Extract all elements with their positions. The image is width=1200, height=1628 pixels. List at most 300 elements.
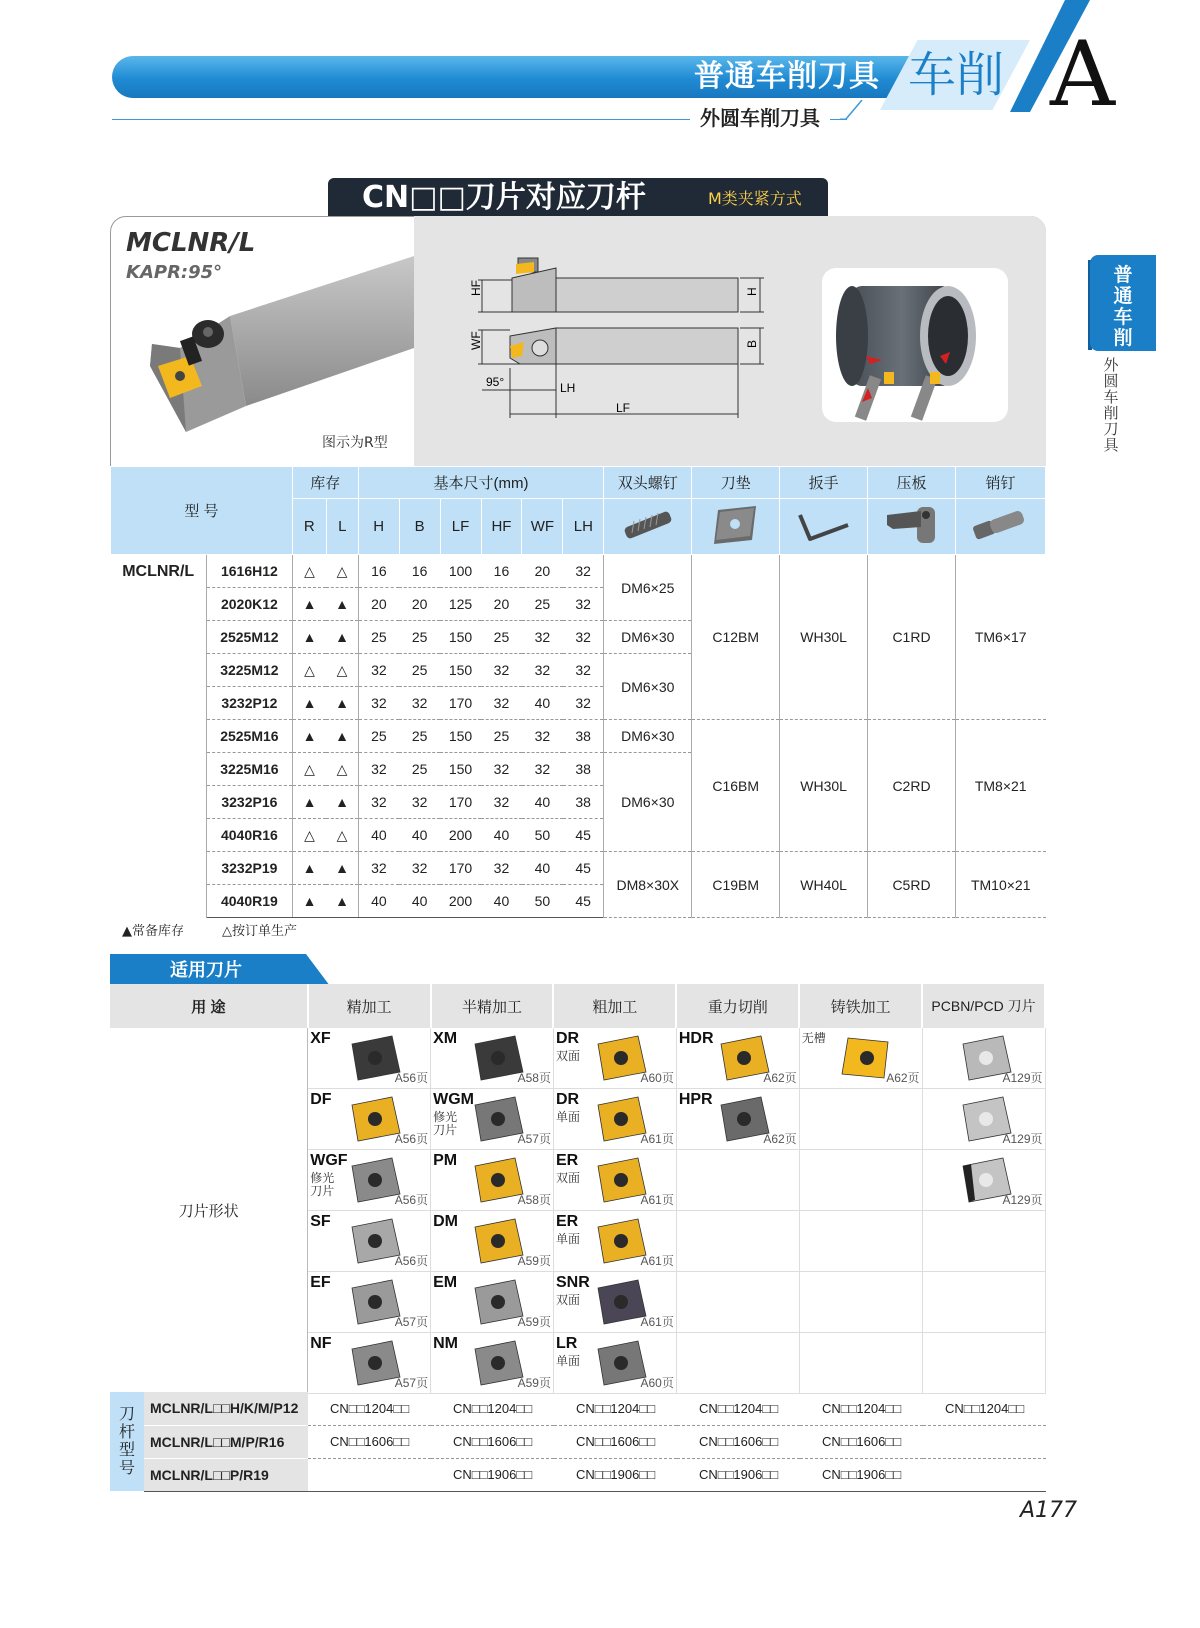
insert-image (588, 1278, 650, 1328)
insert-image (588, 1034, 650, 1084)
insert-spec (923, 1425, 1046, 1458)
dim-h: 32 (358, 753, 399, 786)
insert-spec: CN□□1606□□ (800, 1425, 923, 1458)
dim-hf: 40 (481, 819, 522, 852)
insert-note: 修光刀片 (310, 1171, 335, 1198)
spec-row (111, 720, 1046, 753)
insert-cell[interactable] (308, 1089, 431, 1150)
insert-cell (799, 1333, 922, 1394)
dim-h-label: H (745, 287, 759, 296)
pin-value: TM8×21 (955, 720, 1045, 852)
insert-note: 双面 (555, 1049, 580, 1063)
screw-value: DM6×30 (604, 654, 692, 720)
dim-hf: 32 (481, 687, 522, 720)
insert-page-ref[interactable]: A56页 (394, 1071, 429, 1085)
insert-page-ref[interactable]: A62页 (763, 1132, 797, 1146)
pin-value: TM10×21 (955, 852, 1045, 918)
dim-lh: 32 (563, 687, 604, 720)
insert-page-ref[interactable]: A58页 (517, 1193, 551, 1207)
insert-spec: CN□□1906□□ (800, 1458, 923, 1491)
stock-l: △ (326, 555, 358, 588)
stock-r: ▲ (292, 588, 326, 621)
insert-cell[interactable] (676, 1089, 799, 1150)
dim-hf: 25 (481, 720, 522, 753)
holder-code: 1616H12 (206, 555, 292, 588)
dim-h: 32 (358, 852, 399, 885)
dim-lh: 32 (563, 654, 604, 687)
insert-image (342, 1156, 404, 1206)
screw-value: DM6×30 (604, 720, 692, 753)
dim-lf: 170 (440, 687, 481, 720)
stock-r: △ (292, 753, 326, 786)
insert-image (711, 1095, 773, 1145)
insert-page-ref[interactable]: A58页 (517, 1071, 551, 1085)
dim-h: 32 (358, 654, 399, 687)
dim-hf: 32 (481, 654, 522, 687)
dim-lf: 170 (440, 852, 481, 885)
holder-series: MCLNR/L□□P/R19 (144, 1458, 308, 1491)
dim-wf-label: WF (469, 331, 483, 350)
insert-image (588, 1339, 650, 1389)
insert-image (588, 1095, 650, 1145)
insert-col-castiron: 铸铁加工 (799, 984, 922, 1028)
insert-spec: CN□□1606□□ (308, 1425, 431, 1458)
insert-cell (922, 1333, 1045, 1394)
insert-code: HDR (678, 1030, 714, 1047)
insert-page-ref[interactable]: A56页 (394, 1132, 429, 1146)
product-kapr: KAPR:95° (126, 262, 223, 283)
insert-cell[interactable] (308, 1272, 431, 1333)
dim-hf: 16 (481, 555, 522, 588)
dim-b: 25 (399, 720, 440, 753)
holder-code: 3232P12 (206, 687, 292, 720)
insert-col-pcbn: PCBN/PCD 刀片 (922, 984, 1045, 1028)
dim-lh: 45 (563, 885, 604, 918)
holder-insert-map (110, 1392, 1046, 1492)
col-stock: 库存 (292, 467, 358, 499)
insert-code: DM (433, 1213, 458, 1230)
dim-wf: 40 (522, 687, 563, 720)
insert-code: EM (433, 1274, 458, 1291)
pin-value: TM6×17 (955, 555, 1045, 720)
dim-lf: 125 (440, 588, 481, 621)
section-letter: A (1050, 22, 1115, 127)
dim-wf: 25 (522, 588, 563, 621)
insert-spec: CN□□1906□□ (677, 1458, 800, 1491)
dim-h: 32 (358, 786, 399, 819)
insert-code: PM (433, 1152, 458, 1169)
insert-page-ref[interactable]: A57页 (394, 1315, 429, 1329)
side-tab-sub: 外 圆 车 削 刀 具 (1103, 356, 1119, 454)
dim-lh: 38 (563, 720, 604, 753)
insert-image (342, 1339, 404, 1389)
insert-image (465, 1156, 527, 1206)
stock-r: ▲ (292, 621, 326, 654)
insert-image (953, 1095, 1015, 1145)
insert-image (342, 1095, 404, 1145)
clamp-value: C1RD (868, 555, 956, 720)
holder-code: 3232P16 (206, 786, 292, 819)
dim-hf: 32 (481, 753, 522, 786)
dim-lh: 32 (563, 555, 604, 588)
insert-note: 单面 (555, 1232, 580, 1246)
dim-b: 20 (399, 588, 440, 621)
holder-code: 2525M12 (206, 621, 292, 654)
dim-wf: 50 (522, 819, 563, 852)
insert-col-rough: 粗加工 (553, 984, 676, 1028)
page-number: A177 (1020, 1498, 1078, 1523)
insert-tab-label: 适用刀片 (170, 960, 242, 981)
insert-code: XF (310, 1030, 331, 1047)
insert-spec: CN□□1204□□ (677, 1392, 800, 1425)
col-hf: HF (481, 499, 522, 555)
insert-cell (676, 1272, 799, 1333)
dim-lh: 45 (563, 819, 604, 852)
insert-image (465, 1278, 527, 1328)
section-title: CN□□刀片对应刀杆 (362, 180, 646, 215)
shim-icon (692, 499, 780, 555)
dim-b: 25 (399, 654, 440, 687)
screw-value: DM6×30 (604, 753, 692, 852)
insert-cell[interactable] (553, 1150, 676, 1211)
insert-spec: CN□□1204□□ (923, 1392, 1046, 1425)
insert-cell[interactable] (431, 1028, 554, 1089)
wrench-icon (780, 499, 868, 555)
shim-value: C16BM (692, 720, 780, 852)
insert-page-ref[interactable]: A61页 (640, 1254, 674, 1268)
holder-code: 3232P19 (206, 852, 292, 885)
spec-row (111, 555, 1046, 588)
holder-map-label: 刀 杆 型 号 (110, 1392, 144, 1491)
legend-stock: ▲常备库存 (122, 924, 184, 939)
dim-lh: 45 (563, 852, 604, 885)
insert-image (953, 1034, 1015, 1084)
insert-note: 无槽 (801, 1031, 826, 1045)
col-lf: LF (440, 499, 481, 555)
header-subtitle: 外圆车削刀具 (690, 103, 830, 133)
insert-cell (799, 1272, 922, 1333)
insert-note: 双面 (555, 1293, 580, 1307)
insert-page-ref[interactable]: A61页 (640, 1315, 674, 1329)
insert-code: WGF (310, 1152, 348, 1169)
insert-image (465, 1034, 527, 1084)
dim-b: 40 (399, 885, 440, 918)
insert-page-ref[interactable]: A62页 (763, 1071, 797, 1085)
dim-lf: 200 (440, 819, 481, 852)
machining-photo (822, 268, 1008, 422)
dim-b: 32 (399, 852, 440, 885)
insert-cell[interactable] (553, 1333, 676, 1394)
stock-l: △ (326, 654, 358, 687)
wrench-value: WH30L (780, 555, 868, 720)
insert-code: DF (310, 1091, 332, 1108)
insert-spec: CN□□1906□□ (431, 1458, 554, 1491)
insert-row (110, 1028, 1045, 1089)
insert-page-ref[interactable]: A56页 (394, 1193, 429, 1207)
toolholder-illustration (150, 256, 414, 434)
insert-page-ref[interactable]: A61页 (640, 1132, 674, 1146)
col-shim: 刀垫 (692, 467, 780, 499)
dim-wf: 50 (522, 885, 563, 918)
insert-code: ER (555, 1213, 579, 1230)
insert-code: ER (555, 1152, 579, 1169)
col-l: L (326, 499, 358, 555)
insert-col-use: 用 途 (110, 984, 308, 1028)
stock-r: ▲ (292, 852, 326, 885)
insert-shape-label: 刀片形状 (110, 1028, 308, 1394)
insert-spec (923, 1458, 1046, 1491)
insert-table (110, 984, 1046, 1394)
shim-value: C19BM (692, 852, 780, 918)
holder-code: 4040R16 (206, 819, 292, 852)
insert-cell (922, 1272, 1045, 1333)
insert-cell[interactable] (431, 1211, 554, 1272)
insert-code: LR (555, 1335, 578, 1352)
insert-cell[interactable] (553, 1272, 676, 1333)
insert-page-ref[interactable]: A56页 (394, 1254, 429, 1268)
clamp-type: M类夹紧方式 (708, 189, 802, 208)
dim-b: 32 (399, 687, 440, 720)
insert-cell[interactable] (431, 1333, 554, 1394)
holder-series: MCLNR/L□□M/P/R16 (144, 1425, 308, 1458)
insert-page-ref[interactable]: A62页 (886, 1071, 920, 1085)
insert-cell[interactable] (676, 1028, 799, 1089)
insert-code: EF (310, 1274, 331, 1291)
holder-code: 4040R19 (206, 885, 292, 918)
insert-page-ref[interactable]: A129页 (1002, 1071, 1043, 1085)
dim-b: 40 (399, 819, 440, 852)
insert-note: 单面 (555, 1354, 580, 1368)
insert-image (953, 1156, 1015, 1206)
insert-image (342, 1278, 404, 1328)
dim-b: 16 (399, 555, 440, 588)
insert-page-ref[interactable]: A57页 (517, 1132, 551, 1146)
insert-col-heavy: 重力切削 (676, 984, 799, 1028)
dim-hf: 32 (481, 852, 522, 885)
insert-cell[interactable] (553, 1211, 676, 1272)
insert-cell (676, 1211, 799, 1272)
holder-map-row (110, 1458, 1046, 1491)
stock-l: ▲ (326, 885, 358, 918)
header-main-title: 普通车削刀具 (694, 59, 880, 94)
product-model: MCLNR/L (126, 228, 256, 258)
insert-cell (799, 1211, 922, 1272)
dim-lf: 150 (440, 753, 481, 786)
dim-h: 40 (358, 885, 399, 918)
insert-cell[interactable] (431, 1272, 554, 1333)
dim-wf: 40 (522, 786, 563, 819)
dim-lf: 170 (440, 786, 481, 819)
insert-cell[interactable] (922, 1150, 1045, 1211)
photo-caption: 图示为R型 (322, 435, 388, 451)
col-wf: WF (522, 499, 563, 555)
insert-code: DR (555, 1030, 580, 1047)
insert-code: DR (555, 1091, 580, 1108)
stock-l: ▲ (326, 786, 358, 819)
col-model: 型 号 (111, 467, 293, 555)
insert-page-ref[interactable]: A61页 (640, 1193, 674, 1207)
dim-h: 32 (358, 687, 399, 720)
insert-col-semi: 半精加工 (431, 984, 554, 1028)
insert-page-ref[interactable]: A59页 (517, 1254, 551, 1268)
stock-r: △ (292, 819, 326, 852)
holder-map-row (110, 1392, 1046, 1425)
insert-image (342, 1034, 404, 1084)
insert-spec: CN□□1204□□ (800, 1392, 923, 1425)
dim-lf: 100 (440, 555, 481, 588)
dim-h: 20 (358, 588, 399, 621)
insert-cell (799, 1150, 922, 1211)
insert-note: 修光刀片 (433, 1110, 458, 1137)
dim-hf: 32 (481, 786, 522, 819)
stock-l: △ (326, 819, 358, 852)
dim-wf: 32 (522, 621, 563, 654)
dim-b: 25 (399, 753, 440, 786)
insert-image (342, 1217, 404, 1267)
insert-cell (676, 1333, 799, 1394)
dim-lf-label: LF (616, 401, 631, 415)
insert-spec: CN□□1204□□ (554, 1392, 677, 1425)
insert-cell (799, 1089, 922, 1150)
insert-spec: CN□□1606□□ (677, 1425, 800, 1458)
family-name: MCLNR/L (111, 555, 207, 918)
holder-map-row (110, 1425, 1046, 1458)
header-rule-tick (840, 100, 864, 122)
insert-page-ref[interactable]: A59页 (517, 1315, 551, 1329)
insert-spec: CN□□1606□□ (431, 1425, 554, 1458)
insert-page-ref[interactable]: A60页 (640, 1071, 674, 1085)
dim-lh: 32 (563, 588, 604, 621)
dim-wf: 32 (522, 654, 563, 687)
insert-image (588, 1217, 650, 1267)
insert-cell[interactable] (308, 1028, 431, 1089)
insert-cell[interactable] (308, 1211, 431, 1272)
screw-icon (604, 499, 692, 555)
insert-cell[interactable] (308, 1333, 431, 1394)
col-lh: LH (563, 499, 604, 555)
dim-hf: 40 (481, 885, 522, 918)
dim-h: 16 (358, 555, 399, 588)
stock-l: ▲ (326, 588, 358, 621)
holder-spec-table (110, 466, 1046, 918)
dim-wf: 32 (522, 720, 563, 753)
insert-cell[interactable] (922, 1089, 1045, 1150)
insert-spec: CN□□1204□□ (431, 1392, 554, 1425)
dim-wf: 40 (522, 852, 563, 885)
insert-cell (676, 1150, 799, 1211)
col-pin: 销钉 (955, 467, 1045, 499)
shim-value: C12BM (692, 555, 780, 720)
col-dims: 基本尺寸(mm) (358, 467, 604, 499)
insert-cell[interactable] (431, 1150, 554, 1211)
holder-code: 3225M12 (206, 654, 292, 687)
dim-lf: 150 (440, 621, 481, 654)
stock-l: ▲ (326, 720, 358, 753)
dim-wf: 20 (522, 555, 563, 588)
stock-r: ▲ (292, 720, 326, 753)
insert-page-ref[interactable]: A129页 (1002, 1132, 1043, 1146)
insert-tab (110, 954, 330, 986)
insert-cell[interactable] (553, 1028, 676, 1089)
stock-r: △ (292, 555, 326, 588)
insert-note: 单面 (555, 1110, 580, 1124)
insert-spec: CN□□1204□□ (308, 1392, 431, 1425)
stock-l: △ (326, 753, 358, 786)
insert-page-ref[interactable]: A60页 (640, 1376, 674, 1390)
insert-cell[interactable] (431, 1089, 554, 1150)
insert-col-finish: 精加工 (308, 984, 431, 1028)
stock-r: ▲ (292, 687, 326, 720)
spec-row (111, 852, 1046, 885)
pin-icon (955, 499, 1045, 555)
col-h: H (358, 499, 399, 555)
stock-l: ▲ (326, 852, 358, 885)
insert-page-ref[interactable]: A57页 (394, 1376, 429, 1390)
screw-value: DM8×30X (604, 852, 692, 918)
legend-order: △按订单生产 (222, 924, 297, 939)
dim-wf: 32 (522, 753, 563, 786)
holder-code: 3225M16 (206, 753, 292, 786)
col-r: R (292, 499, 326, 555)
insert-code: NM (433, 1335, 458, 1352)
insert-cell[interactable] (799, 1028, 922, 1089)
col-wrench: 扳手 (780, 467, 868, 499)
clamp-value: C2RD (868, 720, 956, 852)
col-clamp: 压板 (868, 467, 956, 499)
holder-code: 2525M16 (206, 720, 292, 753)
dimension-drawing (460, 250, 790, 430)
insert-image (465, 1339, 527, 1389)
insert-code: SF (310, 1213, 331, 1230)
insert-spec: CN□□1906□□ (554, 1458, 677, 1491)
insert-page-ref[interactable]: A59页 (517, 1376, 551, 1390)
insert-spec (308, 1458, 431, 1491)
dim-hf-label: HF (469, 280, 483, 296)
insert-code: SNR (555, 1274, 590, 1291)
stock-r: △ (292, 654, 326, 687)
insert-cell[interactable] (922, 1028, 1045, 1089)
screw-value: DM6×30 (604, 621, 692, 654)
insert-image (588, 1156, 650, 1206)
insert-page-ref[interactable]: A129页 (1002, 1193, 1043, 1207)
insert-cell[interactable] (553, 1089, 676, 1150)
holder-series: MCLNR/L□□H/K/M/P12 (144, 1392, 308, 1425)
insert-cell[interactable] (308, 1150, 431, 1211)
insert-code: WGM (433, 1091, 474, 1108)
side-tab-active[interactable]: 普 通 车 削 (1090, 255, 1156, 351)
dim-lf: 200 (440, 885, 481, 918)
dim-hf: 20 (481, 588, 522, 621)
dim-lf: 150 (440, 654, 481, 687)
stock-r: ▲ (292, 786, 326, 819)
dim-lf: 150 (440, 720, 481, 753)
wrench-value: WH30L (780, 720, 868, 852)
dim-h: 25 (358, 621, 399, 654)
stock-l: ▲ (326, 621, 358, 654)
insert-cell (922, 1211, 1045, 1272)
dim-b: 32 (399, 786, 440, 819)
dim-lh: 38 (563, 753, 604, 786)
insert-note: 双面 (555, 1171, 580, 1185)
stock-legend (122, 920, 422, 940)
stock-l: ▲ (326, 687, 358, 720)
insert-code: NF (310, 1335, 332, 1352)
insert-code: HPR (678, 1091, 713, 1108)
insert-spec: CN□□1606□□ (554, 1425, 677, 1458)
dim-h: 40 (358, 819, 399, 852)
wrench-value: WH40L (780, 852, 868, 918)
insert-image (465, 1095, 527, 1145)
